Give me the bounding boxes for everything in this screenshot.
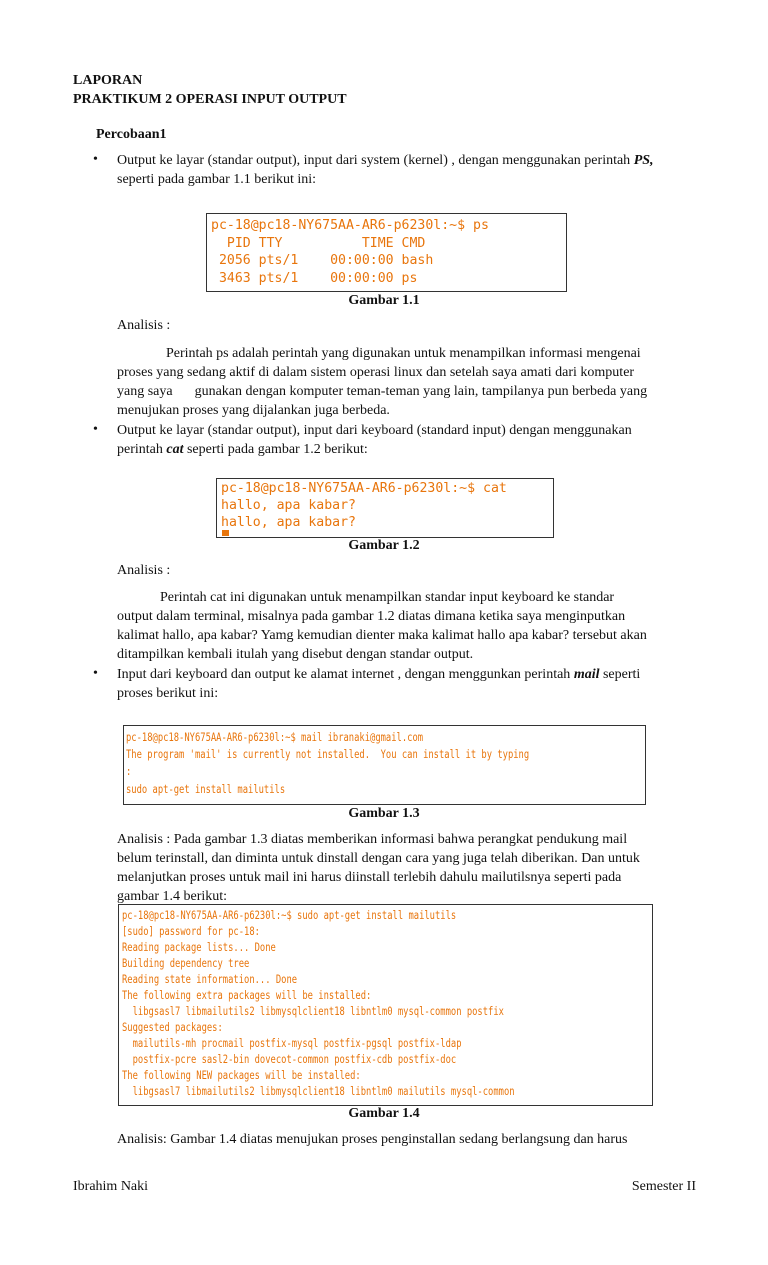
item1-text: Output ke layar (standar output), input dari system (kernel) , dengan menggunakan perintah — [117, 153, 634, 168]
item3-line2: proses berikut ini: — [117, 686, 219, 701]
analysis-label-2: Analisis : — [117, 563, 171, 578]
analysis-line-part: yang saya — [117, 384, 173, 399]
item2-line1: Output ke layar (standar output), input dari keyboard (standard input) dengan menggunakan — [117, 423, 632, 438]
terminal-line: libgsasl7 libmailutils2 libmysqlclient18 libntlm0 mailutils mysql-common — [122, 1084, 515, 1098]
footer-author: Ibrahim Naki — [73, 1179, 149, 1194]
item1-command: PS, — [633, 153, 654, 168]
item2-paragraph — [117, 421, 696, 459]
cursor-block — [222, 530, 229, 536]
analysis-paragraph-4 — [117, 1130, 696, 1149]
analysis-line: kalimat hallo, apa kabar? Yamg kemudian dienter maka kalimat hallo apa kabar? tersebut akan — [117, 628, 647, 643]
terminal-line: sudo apt-get install mailutils — [126, 781, 286, 796]
item1-line2: seperti pada gambar 1.1 berikut ini: — [117, 172, 317, 187]
terminal-line: hallo, apa kabar? — [221, 515, 356, 530]
analysis-line: menujukan proses yang dijalankan juga berbeda. — [117, 403, 390, 418]
terminal-line: pc-18@pc18-NY675AA-AR6-p6230l:~$ sudo apt-get install mailutils — [122, 908, 457, 922]
bullet: • — [93, 666, 98, 681]
analysis-paragraph-2 — [117, 588, 696, 664]
analysis-line: Perintah ps adalah perintah yang digunakan untuk menampilkan informasi mengenai — [166, 346, 641, 361]
figure-caption-1-1: Gambar 1.1 — [348, 293, 420, 308]
analysis-line-part: gunakan dengan komputer teman-teman yang lain, tampilanya pun berbeda yang — [194, 384, 648, 399]
terminal-figure-1-4 — [118, 904, 653, 1106]
bullet: • — [93, 152, 98, 167]
terminal-figure-1-3 — [123, 725, 646, 805]
report-label: LAPORAN — [73, 73, 143, 88]
figure-caption-1-4: Gambar 1.4 — [348, 1106, 420, 1121]
analysis-line: Analisis : Pada gambar 1.3 diatas memberikan informasi bahwa perangkat pendukung mail — [117, 832, 628, 847]
terminal-line: [sudo] password for pc-18: — [122, 924, 260, 938]
terminal-line: hallo, apa kabar? — [221, 498, 356, 513]
analysis-line: gambar 1.4 berikut: — [117, 889, 228, 904]
analysis-line: ditampilkan kembali itulah yang disebut dengan standar output. — [117, 647, 474, 662]
terminal-line: The following NEW packages will be installed: — [122, 1068, 361, 1082]
terminal-line: pc-18@pc18-NY675AA-AR6-p6230l:~$ cat — [221, 481, 507, 496]
item3-command: mail — [573, 667, 600, 682]
item3-paragraph — [117, 665, 696, 703]
item2-text-after: seperti pada gambar 1.2 berikut: — [183, 442, 368, 457]
item2-text: perintah — [117, 442, 167, 457]
analysis-line: Perintah cat ini digunakan untuk menampilkan standar input keyboard ke standar — [160, 590, 615, 605]
analysis-line: melanjutkan proses untuk mail ini harus diinstall terlebih dahulu mailutilsnya seperti pada — [117, 870, 622, 885]
item3-text-after: seperti — [599, 667, 641, 682]
terminal-line: postfix-pcre sasl2-bin dovecot-common postfix-cdb postfix-doc — [122, 1052, 457, 1066]
item3-text: Input dari keyboard dan output ke alamat internet , dengan menggunkan perintah — [117, 667, 574, 682]
terminal-line: The program 'mail' is currently not installed. You can install it by typing — [126, 747, 530, 762]
analysis-paragraph-3 — [117, 830, 696, 906]
terminal-line: pc-18@pc18-NY675AA-AR6-p6230l:~$ ps — [211, 218, 489, 233]
analysis-line: output dalam terminal, misalnya pada gambar 1.2 diatas dimana ketika saya menginputkan — [117, 609, 626, 624]
terminal-line: Reading state information... Done — [122, 972, 298, 986]
terminal-line: pc-18@pc18-NY675AA-AR6-p6230l:~$ mail ibranaki@gmail.com — [126, 730, 424, 744]
bullet: • — [93, 422, 98, 437]
section-title: Percobaan1 — [96, 127, 167, 142]
report-title: PRAKTIKUM 2 OPERASI INPUT OUTPUT — [73, 92, 347, 107]
terminal-line: PID TTY TIME CMD — [211, 235, 426, 251]
analysis-paragraph-1 — [117, 344, 696, 420]
terminal-line: libgsasl7 libmailutils2 libmysqlclient18 libntlm0 mysql-common postfix — [122, 1004, 504, 1018]
terminal-line: : — [126, 764, 132, 779]
terminal-line: Building dependency tree — [122, 956, 250, 970]
terminal-line: mailutils-mh procmail postfix-mysql postfix-pgsql postfix-ldap — [122, 1036, 462, 1050]
analysis-line: Analisis: Gambar 1.4 diatas menujukan proses penginstallan sedang berlangsung dan harus — [117, 1132, 628, 1147]
figure-caption-1-3: Gambar 1.3 — [348, 806, 420, 821]
analysis-label-1: Analisis : — [117, 318, 171, 333]
terminal-line: 3463 pts/1 00:00:00 ps — [211, 270, 418, 286]
terminal-figure-1-1 — [206, 213, 567, 292]
footer-semester: Semester II — [631, 1179, 696, 1194]
item1-paragraph — [117, 151, 696, 189]
item2-command: cat — [166, 442, 184, 457]
terminal-line: 2056 pts/1 00:00:00 bash — [211, 253, 434, 268]
terminal-figure-1-2 — [216, 478, 554, 538]
terminal-line: The following extra packages will be installed: — [122, 988, 372, 1002]
terminal-line: Suggested packages: — [122, 1020, 223, 1034]
terminal-line: Reading package lists... Done — [122, 940, 276, 954]
analysis-line: belum terinstall, dan diminta untuk dinstall dengan cara yang juga telah diberikan. Dan untuk — [117, 851, 640, 866]
figure-caption-1-2: Gambar 1.2 — [348, 538, 420, 553]
analysis-line: proses yang sedang aktif di dalam sistem operasi linux dan setelah saya amati dari komputer — [117, 365, 635, 380]
